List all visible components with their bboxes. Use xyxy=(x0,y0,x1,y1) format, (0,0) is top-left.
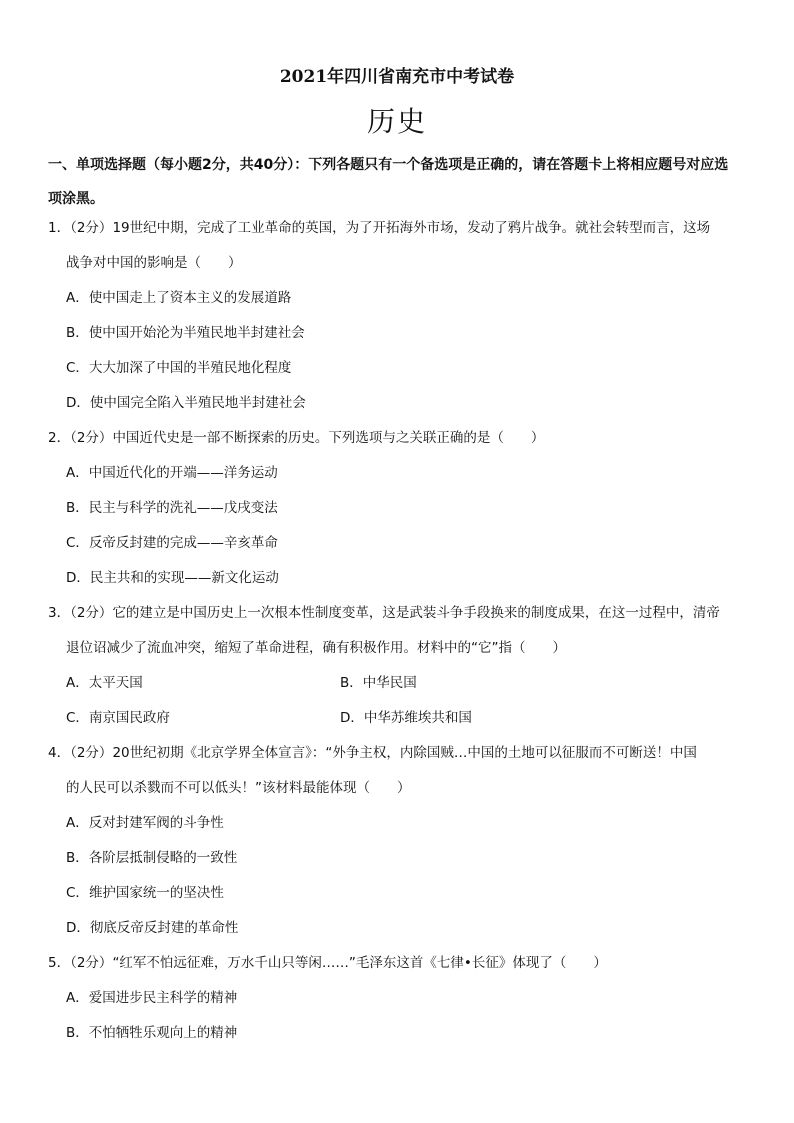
option-letter: B． xyxy=(66,500,89,516)
question-stem-continued: 退位诏减少了流血冲突，缩短了革命进程，确有积极作用。材料中的“它”指（ ） xyxy=(66,640,566,656)
question-4 xyxy=(48,736,748,806)
question-3-option-a[interactable] xyxy=(66,666,143,701)
question-4-option-a[interactable] xyxy=(66,806,224,841)
question-stem-text: 它的建立是中国历史上一次根本性制度变革，这是武装斗争手段换来的制度成果，在这一过程中，清帝 xyxy=(112,605,720,621)
option-letter: C． xyxy=(66,885,89,901)
option-letter: A． xyxy=(66,465,89,481)
question-score: （2分） xyxy=(70,220,113,236)
question-stem-text: 中国近代史是一部不断探索的历史。下列选项与之关联正确的是（ ） xyxy=(112,430,545,446)
question-score: （2分） xyxy=(70,955,113,971)
subject-title: 历史 xyxy=(366,105,427,138)
option-letter: D． xyxy=(66,570,90,586)
question-5 xyxy=(48,946,748,981)
option-text: 大大加深了中国的半殖民地化程度 xyxy=(88,360,292,376)
question-5-option-a[interactable] xyxy=(66,981,237,1016)
option-letter: B． xyxy=(66,1025,89,1041)
question-score: （2分） xyxy=(70,605,113,621)
option-text: 中华苏维埃共和国 xyxy=(363,710,472,726)
question-4-option-c[interactable] xyxy=(66,876,224,911)
section-line-1: 一、单项选择题（每小题2分，共40分）：下列各题只有一个备选项是正确的，请在答题卡上将相应题号对应选 xyxy=(48,157,729,173)
option-letter: C． xyxy=(66,360,89,376)
option-letter: A． xyxy=(66,290,89,306)
option-letter: D． xyxy=(66,395,90,411)
option-letter: B． xyxy=(66,850,89,866)
question-3-stem xyxy=(48,596,748,631)
question-5-stem xyxy=(48,946,748,981)
question-5-option-b[interactable] xyxy=(66,1016,237,1051)
question-1 xyxy=(48,211,748,281)
option-text: 不怕牺牲乐观向上的精神 xyxy=(88,1025,238,1041)
option-letter: B． xyxy=(66,325,89,341)
question-3-option-d[interactable] xyxy=(340,701,472,736)
option-letter: B． xyxy=(340,675,363,691)
option-text: 使中国开始沦为半殖民地半封建社会 xyxy=(88,325,305,341)
option-text: 反帝反封建的完成——辛亥革命 xyxy=(88,535,278,551)
question-stem-text: 19世纪中期，完成了工业革命的英国，为了开拓海外市场，发动了鸦片战争。就社会转型而言，这场 xyxy=(112,220,711,236)
question-stem-text: 20世纪初期《北京学界全体宣言》：“外争主权，内除国贼…中国的土地可以征服而不可断送！中国 xyxy=(112,745,697,761)
question-number: 2． xyxy=(48,430,71,446)
question-score: （2分） xyxy=(70,745,113,761)
option-letter: A． xyxy=(66,990,89,1006)
question-3-option-b[interactable] xyxy=(340,666,417,701)
question-number: 3． xyxy=(48,605,71,621)
question-stem-continued: 的人民可以杀戮而不可以低头！”该材料最能体现（ ） xyxy=(66,780,411,796)
question-2-option-d[interactable] xyxy=(66,561,279,596)
question-number: 5． xyxy=(48,955,71,971)
option-text: 使中国走上了资本主义的发展道路 xyxy=(88,290,292,306)
option-letter: D． xyxy=(66,920,90,936)
question-4-option-d[interactable] xyxy=(66,911,238,946)
option-text: 民主共和的实现——新文化运动 xyxy=(89,570,279,586)
exam-title: 2021年四川省南充市中考试卷 xyxy=(279,67,515,87)
option-letter: D． xyxy=(340,710,364,726)
option-text: 中华民国 xyxy=(362,675,417,691)
question-3 xyxy=(48,596,748,666)
option-text: 反对封建军阀的斗争性 xyxy=(88,815,224,831)
question-1-option-a[interactable] xyxy=(66,281,291,316)
option-text: 民主与科学的洗礼——戊戌变法 xyxy=(88,500,278,516)
option-text: 南京国民政府 xyxy=(88,710,170,726)
question-2-option-c[interactable] xyxy=(66,526,278,561)
question-4-stem xyxy=(48,736,748,771)
section-line-2: 项涂黑。 xyxy=(48,191,104,207)
option-letter: A． xyxy=(66,815,89,831)
question-1-stem xyxy=(48,211,748,246)
option-text: 各阶层抵制侵略的一致性 xyxy=(88,850,238,866)
option-letter: C． xyxy=(66,710,89,726)
question-number: 4． xyxy=(48,745,71,761)
option-text: 爱国进步民主科学的精神 xyxy=(88,990,238,1006)
option-letter: A． xyxy=(66,675,89,691)
question-stem-text: “红军不怕远征难，万水千山只等闲……”毛泽东这首《七律•长征》体现了（ ） xyxy=(112,955,607,971)
question-number: 1． xyxy=(48,220,71,236)
option-text: 太平天国 xyxy=(88,675,143,691)
question-4-option-b[interactable] xyxy=(66,841,237,876)
section-instructions xyxy=(48,148,748,216)
option-letter: C． xyxy=(66,535,89,551)
question-2 xyxy=(48,421,748,456)
option-text: 中国近代化的开端——洋务运动 xyxy=(88,465,278,481)
question-1-option-c[interactable] xyxy=(66,351,291,386)
question-1-option-d[interactable] xyxy=(66,386,306,421)
question-1-option-b[interactable] xyxy=(66,316,305,351)
option-text: 维护国家统一的坚决性 xyxy=(88,885,224,901)
question-3-option-c[interactable] xyxy=(66,701,170,736)
question-2-option-a[interactable] xyxy=(66,456,278,491)
question-stem-continued: 战争对中国的影响是（ ） xyxy=(66,255,242,271)
question-score: （2分） xyxy=(70,430,113,446)
question-2-option-b[interactable] xyxy=(66,491,278,526)
question-2-stem xyxy=(48,421,748,456)
option-text: 使中国完全陷入半殖民地半封建社会 xyxy=(89,395,306,411)
option-text: 彻底反帝反封建的革命性 xyxy=(89,920,239,936)
